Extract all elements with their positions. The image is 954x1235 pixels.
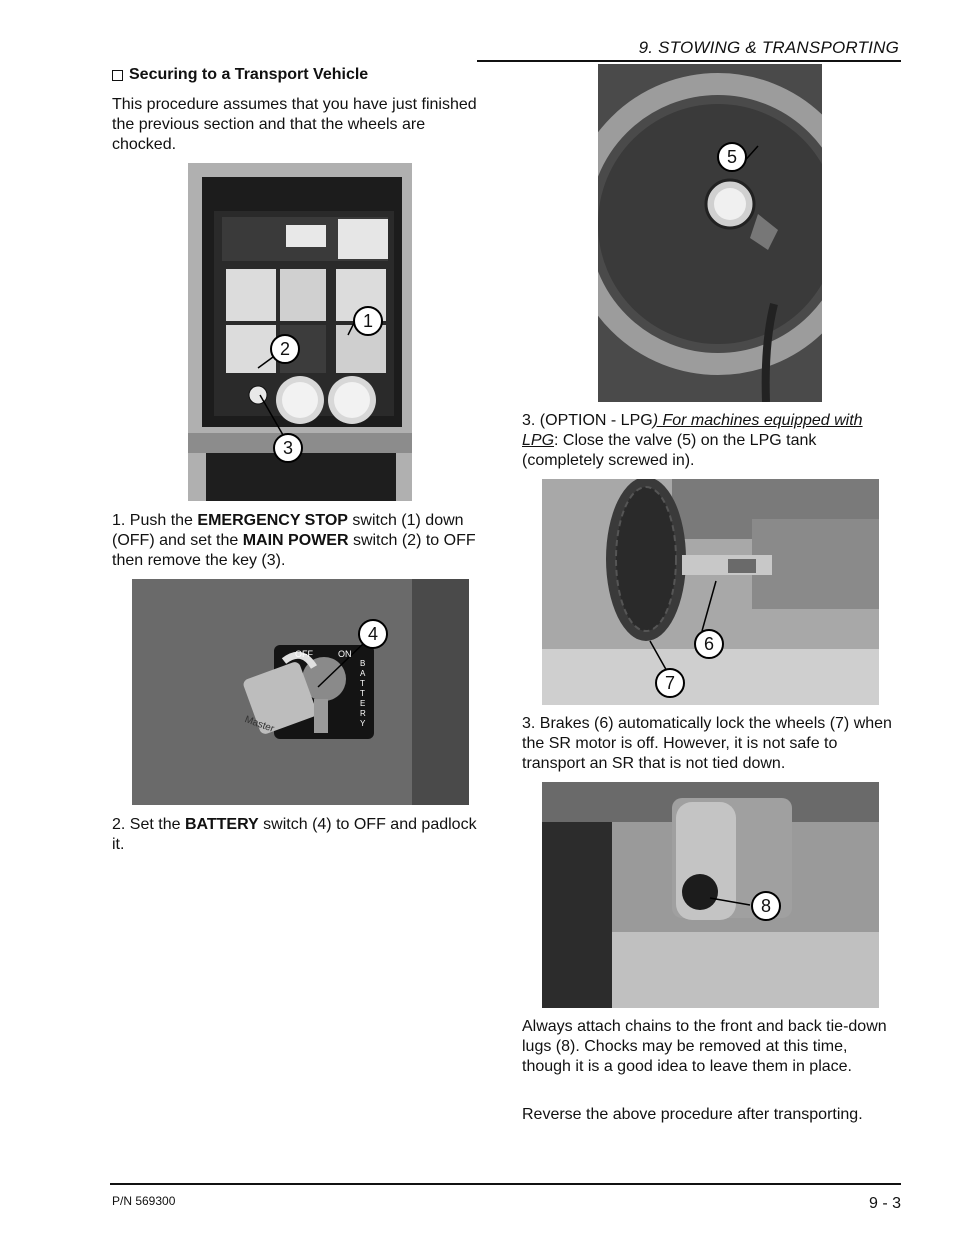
step1-emergency-stop: EMERGENCY STOP [197, 512, 348, 529]
control-panel-photo [188, 163, 412, 501]
step3-lpg-paragraph [522, 411, 902, 471]
battery-label: BATTERY [360, 659, 366, 728]
callout-2: 2 [270, 334, 300, 364]
callout-5: 5 [717, 142, 747, 172]
padlock-brand: Master [243, 714, 276, 735]
lpg-tank-illustration [598, 64, 822, 402]
callout-8: 8 [751, 891, 781, 921]
step2-text-a: 2. Set the [112, 816, 185, 833]
off-label: OFF [295, 649, 313, 659]
header-rule [477, 60, 901, 62]
reverse-paragraph: Reverse the above procedure after transporting. [522, 1106, 863, 1123]
step3-lpg-option: ) For machines equipped with LPG [522, 412, 863, 449]
battery-switch-photo [132, 579, 469, 805]
step1-paragraph [112, 511, 482, 571]
callout-6: 6 [694, 629, 724, 659]
step3-lpg-text-c: : Close the valve (5) on the LPG tank (completely screwed in). [522, 432, 817, 469]
callout-7: 7 [655, 668, 685, 698]
step3-lpg-text-a: 3. (OPTION - LPG [522, 412, 653, 429]
step2-paragraph [112, 815, 482, 855]
section-header-title: 9. STOWING & TRANSPORTING [638, 38, 899, 57]
callout-1: 1 [353, 306, 383, 336]
part-number: P/N 569300 [112, 1194, 176, 1208]
step3-brakes-paragraph: 3. Brakes (6) automatically lock the wheels (7) when the SR motor is off. However, it is not safe to transport an SR that is not tied down. [522, 715, 892, 772]
wheel-brake-photo [542, 479, 879, 705]
callout-4: 4 [358, 619, 388, 649]
step1-text-a: 1. Push the [112, 512, 198, 529]
section-heading [112, 66, 368, 84]
page-number: 9 - 3 [868, 1195, 901, 1212]
step2-battery: BATTERY [184, 816, 259, 833]
step1-text-e: switch (2) to OFF then remove the key (3). [112, 532, 476, 569]
on-label: ON [338, 649, 352, 659]
step2-text-c: switch (4) to OFF and padlock it. [112, 816, 477, 853]
callout-3: 3 [273, 433, 303, 463]
wheel-brake-illustration [542, 479, 879, 705]
tie-down-lug-photo [542, 782, 879, 1008]
step1-text-c: switch (1) down (OFF) and set the [112, 512, 464, 549]
chains-paragraph: Always attach chains to the front and back tie-down lugs (8). Chocks may be removed at this time, though it is a good idea to leave them in place. [522, 1018, 887, 1075]
checkbox-icon [112, 70, 123, 81]
section-heading-text: Securing to a Transport Vehicle [129, 66, 369, 83]
battery-switch-illustration [132, 579, 469, 805]
intro-paragraph: This procedure assumes that you have just finished the previous section and that the wheels are chocked. [112, 96, 477, 153]
tie-down-lug-illustration [542, 782, 879, 1008]
step1-main-power: MAIN POWER [242, 532, 349, 549]
footer-rule [110, 1183, 901, 1185]
lpg-tank-photo [598, 64, 822, 402]
